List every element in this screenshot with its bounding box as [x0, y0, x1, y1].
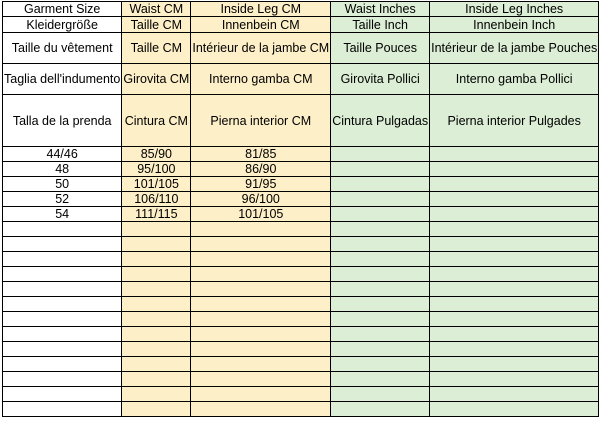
empty-cell: [430, 237, 599, 252]
inside-leg-inches-cell: [430, 177, 599, 192]
empty-cell: [191, 327, 331, 342]
header-garment-size: Taglia dell'indumento: [3, 64, 122, 95]
empty-cell: [3, 387, 122, 402]
empty-cell: [122, 297, 191, 312]
header-waist-cm: Taille CM: [122, 33, 191, 64]
empty-cell: [3, 342, 122, 357]
empty-row: [3, 402, 599, 417]
inside-leg-inches-cell: [430, 162, 599, 177]
empty-cell: [430, 357, 599, 372]
header-garment-size: Taille du vêtement: [3, 33, 122, 64]
empty-row: [3, 282, 599, 297]
empty-cell: [331, 357, 430, 372]
empty-row: [3, 387, 599, 402]
empty-cell: [191, 252, 331, 267]
header-waist-cm: Girovita CM: [122, 64, 191, 95]
empty-row: [3, 372, 599, 387]
empty-cell: [331, 402, 430, 417]
table-row: [3, 147, 599, 162]
empty-cell: [191, 357, 331, 372]
empty-cell: [122, 342, 191, 357]
empty-cell: [430, 222, 599, 237]
size-cell: 50: [3, 177, 122, 192]
inside-leg-cm-cell: 101/105: [191, 207, 331, 222]
empty-cell: [430, 402, 599, 417]
empty-cell: [191, 342, 331, 357]
empty-cell: [122, 387, 191, 402]
size-cell: 52: [3, 192, 122, 207]
empty-cell: [331, 372, 430, 387]
waist-inches-cell: [331, 207, 430, 222]
empty-cell: [191, 222, 331, 237]
header-inside-leg-cm: Interno gamba CM: [191, 64, 331, 95]
empty-cell: [122, 327, 191, 342]
header-inside-leg-cm: Inside Leg CM: [191, 2, 331, 17]
table-row: [3, 177, 599, 192]
size-cell: 54: [3, 207, 122, 222]
empty-cell: [122, 312, 191, 327]
empty-cell: [331, 282, 430, 297]
empty-cell: [430, 312, 599, 327]
empty-cell: [430, 252, 599, 267]
empty-cell: [3, 252, 122, 267]
empty-cell: [3, 402, 122, 417]
header-waist-cm: Cintura CM: [122, 95, 191, 147]
table-row: [3, 207, 599, 222]
waist-inches-cell: [331, 177, 430, 192]
empty-cell: [3, 282, 122, 297]
empty-cell: [331, 297, 430, 312]
empty-cell: [430, 387, 599, 402]
waist-cm-cell: 85/90: [122, 147, 191, 162]
waist-cm-cell: 106/110: [122, 192, 191, 207]
empty-cell: [191, 372, 331, 387]
empty-cell: [331, 237, 430, 252]
empty-cell: [430, 342, 599, 357]
inside-leg-cm-cell: 81/85: [191, 147, 331, 162]
header-row-french: [3, 33, 599, 64]
empty-cell: [3, 222, 122, 237]
header-row-english: [3, 2, 599, 17]
header-waist-inches: Taille Pouces: [331, 33, 430, 64]
empty-cell: [191, 297, 331, 312]
header-waist-cm: Waist CM: [122, 2, 191, 17]
empty-cell: [3, 297, 122, 312]
header-waist-inches: Taille Inch: [331, 17, 430, 33]
empty-cell: [3, 327, 122, 342]
header-inside-leg-inches: Interno gamba Pollici: [430, 64, 599, 95]
inside-leg-inches-cell: [430, 192, 599, 207]
empty-row: [3, 312, 599, 327]
empty-cell: [430, 267, 599, 282]
empty-cell: [122, 267, 191, 282]
header-inside-leg-inches: Innenbein Inch: [430, 17, 599, 33]
inside-leg-cm-cell: 86/90: [191, 162, 331, 177]
waist-cm-cell: 101/105: [122, 177, 191, 192]
empty-cell: [191, 267, 331, 282]
empty-cell: [331, 252, 430, 267]
table-row: [3, 192, 599, 207]
empty-cell: [191, 282, 331, 297]
header-inside-leg-cm: Pierna interior CM: [191, 95, 331, 147]
empty-row: [3, 357, 599, 372]
empty-row: [3, 222, 599, 237]
header-inside-leg-inches: Inside Leg Inches: [430, 2, 599, 17]
empty-cell: [191, 387, 331, 402]
empty-cell: [3, 267, 122, 282]
empty-row: [3, 342, 599, 357]
header-waist-inches: Waist Inches: [331, 2, 430, 17]
inside-leg-cm-cell: 96/100: [191, 192, 331, 207]
header-row-spanish: [3, 95, 599, 147]
empty-cell: [191, 402, 331, 417]
empty-cell: [331, 342, 430, 357]
inside-leg-inches-cell: [430, 207, 599, 222]
empty-cell: [122, 402, 191, 417]
empty-cell: [3, 237, 122, 252]
header-row-german: [3, 17, 599, 33]
empty-cell: [122, 357, 191, 372]
empty-cell: [430, 297, 599, 312]
waist-cm-cell: 95/100: [122, 162, 191, 177]
empty-cell: [331, 327, 430, 342]
empty-cell: [191, 312, 331, 327]
size-cell: 48: [3, 162, 122, 177]
empty-row: [3, 267, 599, 282]
empty-cell: [430, 372, 599, 387]
header-inside-leg-inches: Intérieur de la jambe Pouches: [430, 33, 599, 64]
header-inside-leg-cm: Intérieur de la jambe CM: [191, 33, 331, 64]
empty-row: [3, 297, 599, 312]
header-garment-size: Garment Size: [3, 2, 122, 17]
empty-cell: [122, 372, 191, 387]
inside-leg-inches-cell: [430, 147, 599, 162]
empty-cell: [3, 357, 122, 372]
header-waist-cm: Taille CM: [122, 17, 191, 33]
empty-row: [3, 327, 599, 342]
empty-cell: [122, 282, 191, 297]
empty-cell: [331, 387, 430, 402]
empty-cell: [3, 312, 122, 327]
empty-cell: [3, 372, 122, 387]
empty-cell: [430, 327, 599, 342]
empty-cell: [191, 237, 331, 252]
empty-row: [3, 252, 599, 267]
header-row-italian: [3, 64, 599, 95]
empty-cell: [122, 222, 191, 237]
header-waist-inches: Girovita Pollici: [331, 64, 430, 95]
empty-cell: [122, 237, 191, 252]
empty-cell: [331, 222, 430, 237]
empty-cell: [122, 252, 191, 267]
waist-inches-cell: [331, 147, 430, 162]
waist-cm-cell: 111/115: [122, 207, 191, 222]
waist-inches-cell: [331, 162, 430, 177]
header-inside-leg-cm: Innenbein CM: [191, 17, 331, 33]
empty-cell: [331, 312, 430, 327]
header-inside-leg-inches: Pierna interior Pulgades: [430, 95, 599, 147]
size-cell: 44/46: [3, 147, 122, 162]
header-waist-inches: Cintura Pulgadas: [331, 95, 430, 147]
empty-cell: [430, 282, 599, 297]
inside-leg-cm-cell: 91/95: [191, 177, 331, 192]
header-garment-size: Kleidergröße: [3, 17, 122, 33]
empty-cell: [331, 267, 430, 282]
empty-row: [3, 237, 599, 252]
garment-size-table: [2, 1, 599, 417]
header-garment-size: Talla de la prenda: [3, 95, 122, 147]
table-row: [3, 162, 599, 177]
waist-inches-cell: [331, 192, 430, 207]
